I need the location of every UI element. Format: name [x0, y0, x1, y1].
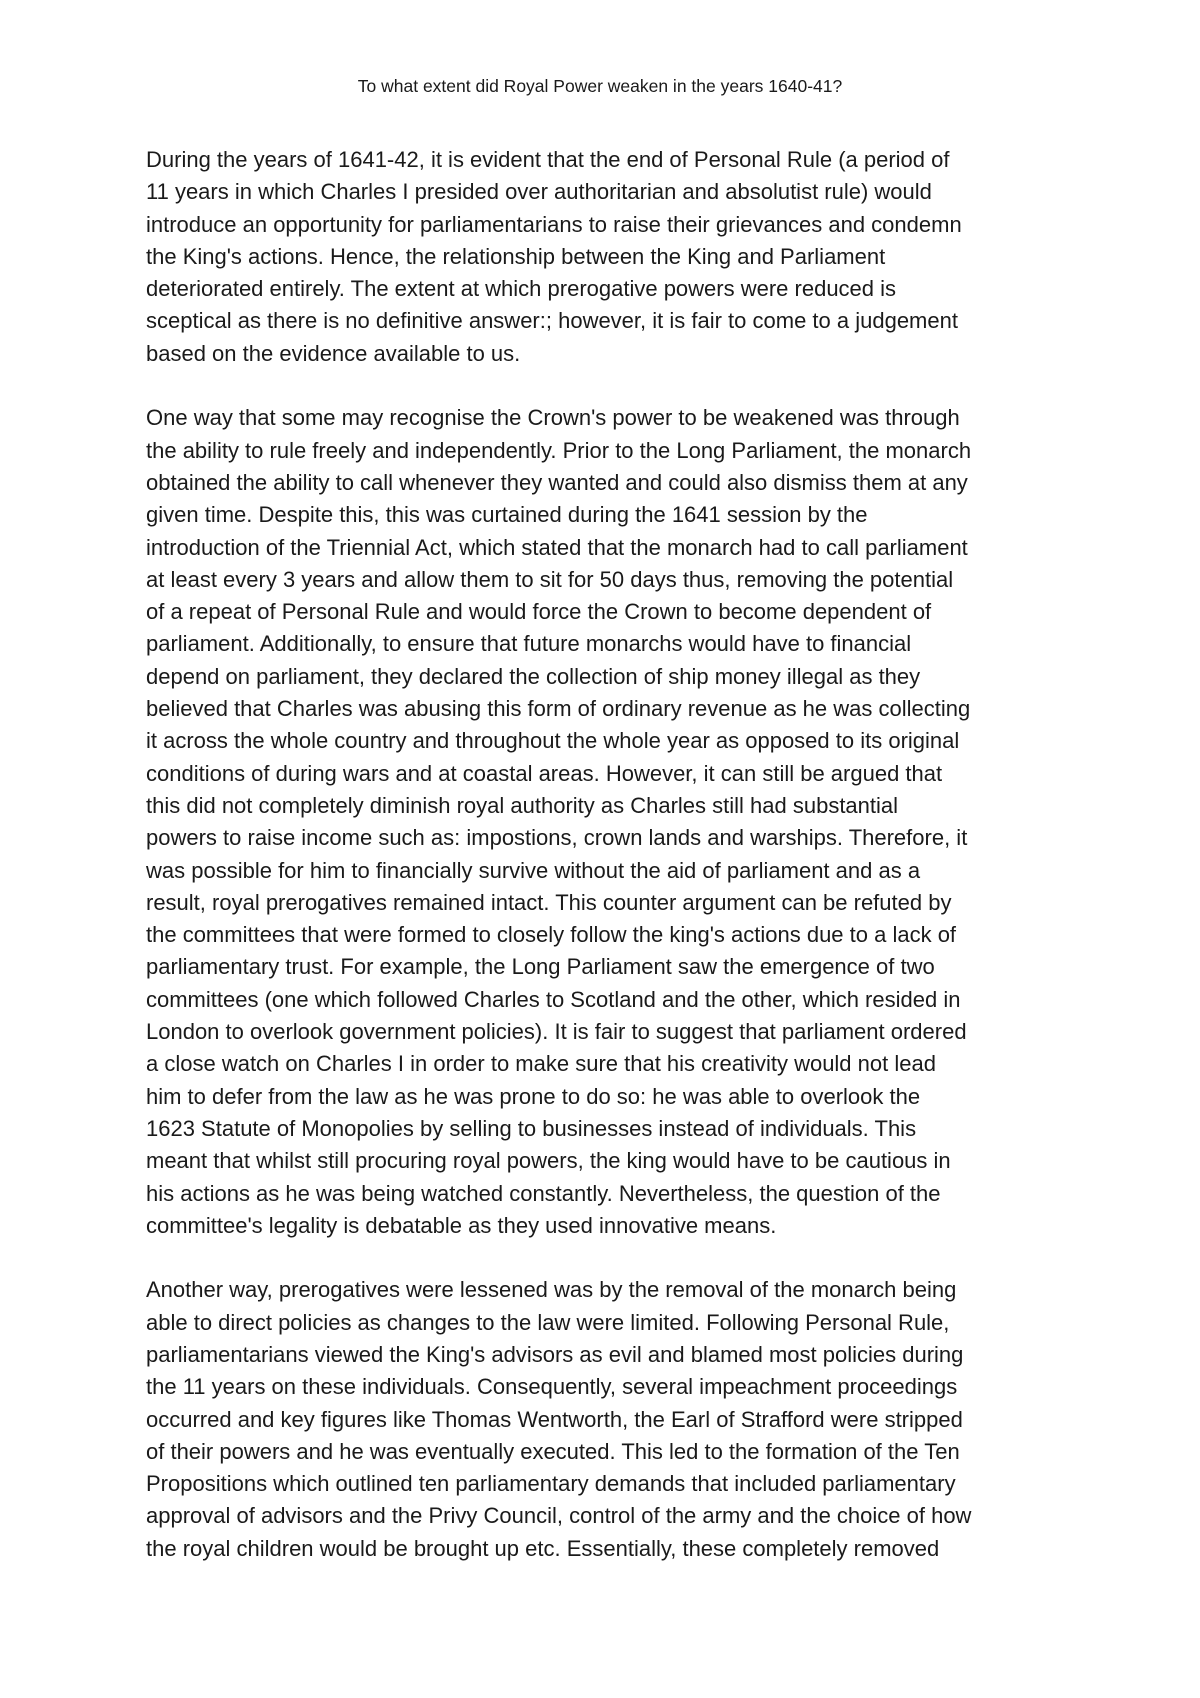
text-line: parliamentarians viewed the King's advisors as evil and blamed most policies during	[146, 1341, 964, 1367]
text-line: 1623 Statute of Monopolies by selling to businesses instead of individuals. This	[146, 1115, 917, 1141]
text-line: him to defer from the law as he was prone to do so: he was able to overlook the	[146, 1083, 921, 1109]
text-line: meant that whilst still procuring royal powers, the king would have to be cautious in	[146, 1148, 951, 1174]
text-line: the 11 years on these individuals. Consequently, several impeachment proceedings	[146, 1374, 958, 1400]
text-line: the committees that were formed to closely follow the king's actions due to a lack of	[146, 922, 957, 948]
text-line: at least every 3 years and allow them to sit for 50 days thus, removing the potential	[146, 566, 954, 592]
text-line: his actions as he was being watched constantly. Nevertheless, the question of the	[146, 1180, 941, 1206]
text-line: introduce an opportunity for parliamentarians to raise their grievances and condemn	[146, 211, 962, 237]
text-line: powers to raise income such as: impostions, crown lands and warships. Therefore, it	[146, 825, 968, 851]
text-line: approval of advisors and the Privy Council, control of the army and the choice of how	[146, 1503, 972, 1529]
text-line: deteriorated entirely. The extent at which prerogative powers were reduced is	[146, 276, 897, 302]
text-line: the King's actions. Hence, the relationship between the King and Parliament	[146, 243, 886, 269]
text-line: introduction of the Triennial Act, which stated that the monarch had to call parliament	[146, 534, 968, 560]
text-line: able to direct policies as changes to the law were limited. Following Personal Rule,	[146, 1309, 950, 1335]
text-line: result, royal prerogatives remained intact. This counter argument can be refuted by	[146, 889, 952, 915]
text-line: parliamentary trust. For example, the Long Parliament saw the emergence of two	[146, 954, 935, 980]
text-line: Propositions which outlined ten parliamentary demands that included parliamentary	[146, 1471, 956, 1497]
text-line: given time. Despite this, this was curtained during the 1641 session by the	[146, 502, 868, 528]
text-line: obtained the ability to call whenever they wanted and could also dismiss them at any	[146, 469, 968, 495]
text-line: of a repeat of Personal Rule and would force the Crown to become dependent of	[146, 599, 932, 625]
text-line: 11 years in which Charles I presided over authoritarian and absolutist rule) would	[146, 179, 932, 205]
text-line: depend on parliament, they declared the collection of ship money illegal as they	[146, 663, 921, 689]
text-line: it across the whole country and throughout the whole year as opposed to its original	[146, 728, 960, 754]
text-line: the ability to rule freely and independently. Prior to the Long Parliament, the monarch	[146, 437, 972, 463]
text-line: based on the evidence available to us.	[146, 340, 521, 366]
text-line: Another way, prerogatives were lessened was by the removal of the monarch being	[146, 1277, 957, 1303]
document-body	[146, 144, 1066, 1597]
paragraph-2	[146, 402, 1066, 1242]
text-line: this did not completely diminish royal authority as Charles still had substantial	[146, 792, 899, 818]
text-line: was possible for him to financially survive without the aid of parliament and as a	[146, 857, 921, 883]
text-line: During the years of 1641-42, it is evident that the end of Personal Rule (a period of	[146, 147, 950, 172]
text-line: One way that some may recognise the Crown's power to be weakened was through	[146, 405, 960, 431]
text-line: committees (one which followed Charles to Scotland and the other, which resided in	[146, 986, 961, 1012]
text-line: the royal children would be brought up etc. Essentially, these completely removed	[146, 1535, 940, 1561]
text-line: sceptical as there is no definitive answer:; however, it is fair to come to a judgement	[146, 308, 958, 334]
paragraph-1	[146, 144, 1066, 370]
text-line: occurred and key figures like Thomas Wentworth, the Earl of Strafford were stripped	[146, 1406, 963, 1432]
text-line: London to overlook government policies). It is fair to suggest that parliament ordered	[146, 1019, 967, 1045]
text-line: conditions of during wars and at coastal areas. However, it can still be argued that	[146, 760, 943, 786]
text-line: a close watch on Charles I in order to make sure that his creativity would not lead	[146, 1051, 936, 1077]
text-line: parliament. Additionally, to ensure that future monarchs would have to financial	[146, 631, 912, 657]
document-title: To what extent did Royal Power weaken in the years 1640-41?	[357, 76, 843, 96]
text-line: of their powers and he was eventually executed. This led to the formation of the Ten	[146, 1438, 960, 1464]
paragraph-3	[146, 1274, 1066, 1565]
text-line: believed that Charles was abusing this form of ordinary revenue as he was collecting	[146, 696, 971, 722]
text-line: committee's legality is debatable as they used innovative means.	[146, 1212, 777, 1238]
